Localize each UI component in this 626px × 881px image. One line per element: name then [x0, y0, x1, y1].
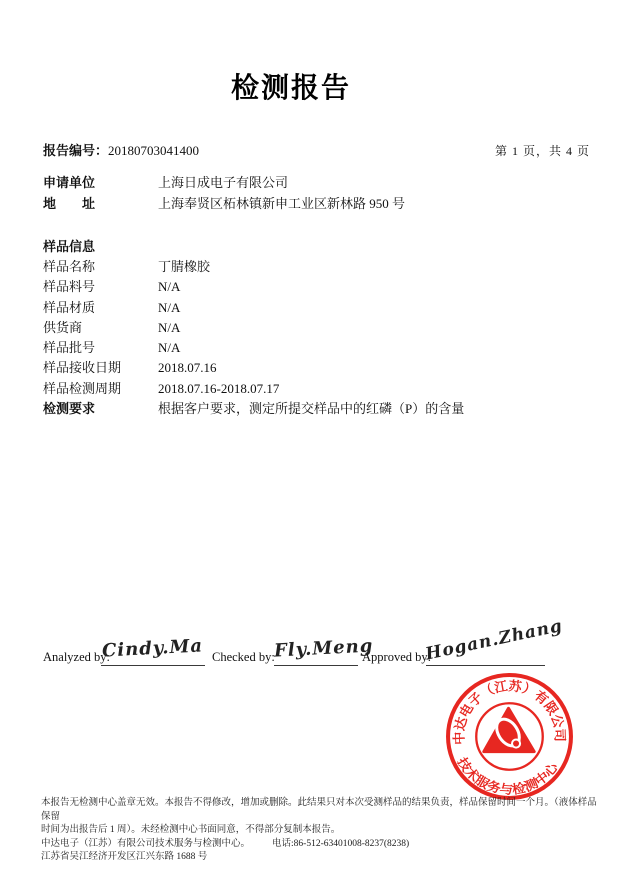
analyzed-by-label: Analyzed by: [43, 650, 110, 664]
applicant-address-value: 上海奉贤区柘林镇新申工业区新林路 950 号 [158, 196, 406, 211]
report-number-value: 20180703041400 [108, 143, 200, 158]
sample-row-label: 供货商 [43, 319, 83, 335]
approved-by-label: Approved by: [362, 650, 432, 664]
footer-company-name: 中达电子（江苏）有限公司技术服务与检测中心。 [41, 838, 251, 849]
company-seal-stamp [444, 671, 575, 802]
contact-line [41, 838, 598, 852]
svg-text:技术服务与检测中心 [454, 754, 561, 797]
analyzed-signature: Cindy.Ma [101, 635, 205, 662]
checked-signature: Fly.Meng [273, 635, 374, 662]
footer-phone: 电话:86-512-63401008-8237(8238) [272, 838, 410, 849]
applicant-company-value: 上海日成电子有限公司 [158, 175, 289, 190]
sample-info-rows [43, 256, 590, 418]
report-number [43, 140, 199, 159]
sample-row-label: 样品检测周期 [43, 380, 122, 396]
sample-row-test-period [43, 378, 590, 398]
sample-row-test-requirement [43, 398, 590, 418]
sample-row-value: 根据客户要求，测定所提交样品中的红磷（P）的含量 [158, 401, 465, 417]
sample-row-label: 样品料号 [43, 279, 96, 295]
report-number-label: 报告编号： [43, 143, 109, 158]
footer-disclaimer [41, 797, 598, 865]
sample-info-heading: 样品信息 [43, 239, 96, 254]
approved-signature: Hogan.Zhang [423, 615, 565, 665]
sample-row-label: 检测要求 [43, 401, 96, 417]
delta-triangle-logo-icon [484, 708, 534, 751]
sample-row-material [43, 297, 590, 317]
sample-row-value: N/A [158, 319, 181, 335]
report-meta-row [43, 140, 590, 159]
checked-signature-line [273, 635, 374, 666]
sample-row-value: 2018.07.16-2018.07.17 [158, 380, 280, 396]
checked-by-label: Checked by: [212, 650, 275, 664]
sample-row-batch-no [43, 337, 590, 357]
footer-address: 江苏省吴江经济开发区江兴东路 1688 号 [41, 852, 208, 863]
approved-signature-line [423, 615, 565, 666]
stamp-company-name: 中达电子（江苏）有限公司 [451, 678, 568, 745]
sample-row-name [43, 256, 590, 276]
applicant-address-row [43, 193, 590, 214]
sample-row-label: 样品名称 [43, 259, 96, 274]
applicant-address-label: 地 址 [43, 196, 96, 211]
applicant-company-label: 申请单位 [43, 175, 96, 190]
sample-row-value: N/A [158, 340, 181, 356]
page-title: 检测报告 [230, 73, 351, 104]
sample-row-value: 2018.07.16 [158, 360, 217, 376]
applicant-company-row [43, 172, 590, 193]
sample-row-value: N/A [158, 299, 181, 315]
applicant-section [43, 172, 590, 214]
stamp-center-name: 技术服务与检测中心 [454, 755, 561, 798]
sample-row-part-no [43, 276, 590, 296]
sample-info-section [43, 236, 590, 418]
sample-row-label: 样品材质 [43, 299, 96, 315]
analyzed-signature-line [101, 635, 205, 666]
sample-row-label: 样品接收日期 [43, 360, 122, 376]
sample-row-value: 丁腈橡胶 [158, 259, 211, 274]
sample-row-received-date [43, 357, 590, 377]
disclaimer-line-2: 时间为出报告后 1 周）。未经检测中心书面同意，不得部分复制本报告。 [41, 825, 341, 836]
sample-row-label: 样品批号 [43, 340, 96, 356]
sample-row-supplier [43, 317, 590, 337]
sample-row-value: N/A [158, 279, 181, 295]
disclaimer-line-1: 本报告无检测中心盖章无效。本报告不得修改，增加或删除。此结果只对本次受测样品的结果负责，样品保留时间一个月。（液体样品保留 [41, 798, 597, 822]
page-indicator: 第 1 页，共 4 页 [494, 144, 590, 158]
